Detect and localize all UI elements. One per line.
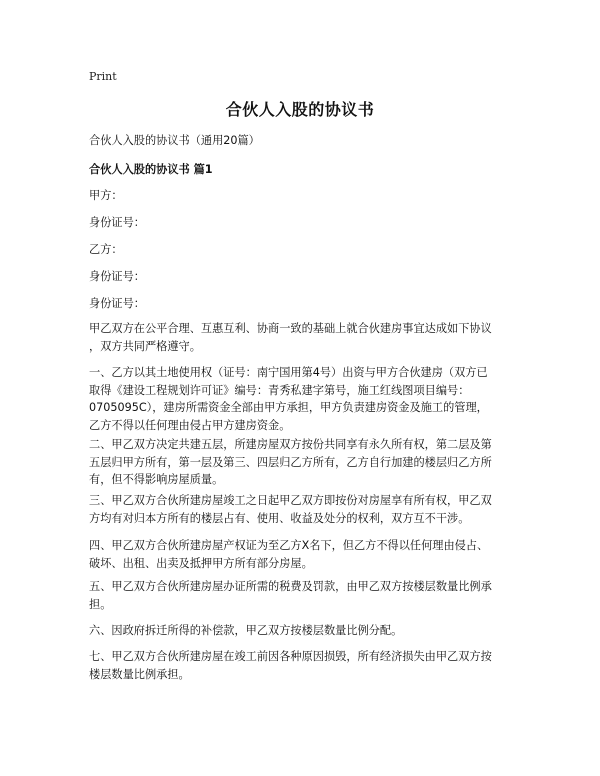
- paragraph-line: 五层归甲方所有，第一层及第三、四层归乙方所有，乙方自行加建的楼层归乙方所: [89, 455, 492, 469]
- print-label[interactable]: Print: [89, 70, 117, 83]
- document-title: 合伙人入股的协议书: [225, 100, 375, 119]
- paragraph-clause-3: [89, 492, 517, 527]
- field-party-a: 甲方：: [89, 189, 123, 202]
- paragraph-line: 有，但不得影响房屋质量。: [89, 473, 224, 486]
- paragraph-line: 0705095C），建房所需资金全部由甲方承担，甲方负责建房资金及施工的管理，: [89, 401, 488, 414]
- paragraph-line: 方均有对归本方所有的楼层占有、使用、收益及处分的权利，双方互不干涉。: [89, 511, 470, 525]
- paragraph-line: 取得《建设工程规划许可证》编号：青秀私建字第号，施工红线图项目编号：: [89, 383, 470, 397]
- section-heading: 合伙人入股的协议书 篇1: [89, 163, 213, 176]
- paragraph-line: 二、甲乙双方决定共建五层，所建房屋双方按份共同享有永久所有权，第二层及第: [89, 438, 492, 451]
- field-id-number-2: 身份证号：: [89, 270, 145, 283]
- paragraph-clause-7: [89, 648, 517, 683]
- paragraph-line: 七、甲乙双方合伙所建房屋在竣工前因各种原因损毁，所有经济损失由甲乙双方按: [89, 650, 492, 663]
- paragraph-line: 担。: [89, 597, 112, 611]
- paragraph-line: 楼层数量比例承担。: [89, 667, 190, 681]
- field-id-number-1: 身份证号：: [89, 216, 145, 229]
- paragraph-line: 乙方不得以任何理由侵占甲方建房资金。: [89, 418, 291, 432]
- paragraph-line: ，双方共同严格遵守。: [89, 339, 201, 353]
- paragraph-clause-1: [89, 364, 517, 434]
- paragraph-clause-4: [89, 537, 517, 572]
- paragraph-clause-6: [89, 622, 517, 640]
- paragraph-line: 一、乙方以其土地使用权（证号：南宁国用第4号）出资与甲方合伙建房（双方已: [89, 366, 488, 379]
- paragraph-line: 四、甲乙双方合伙所建房屋产权证为至乙方X名下，但乙方不得以任何理由侵占、: [89, 539, 489, 552]
- paragraph-clause-5: [89, 578, 517, 613]
- paragraph-intro: [89, 320, 517, 355]
- field-id-number-3: 身份证号：: [89, 297, 145, 310]
- paragraph-line: 六、因政府拆迁所得的补偿款，甲乙双方按楼层数量比例分配。: [89, 624, 403, 637]
- document-subtitle: 合伙人入股的协议书（通用20篇）: [89, 134, 260, 147]
- paragraph-line: 五、甲乙双方合伙所建房屋办证所需的税费及罚款，由甲乙双方按楼层数量比例承: [89, 580, 492, 593]
- paragraph-line: 甲乙双方在公平合理、互惠互利、协商一致的基础上就合伙建房事宜达成如下协议: [89, 322, 492, 335]
- paragraph-line: 破坏、出租、出卖及抵押甲方所有部分房屋。: [89, 556, 313, 570]
- field-party-b: 乙方：: [89, 243, 123, 256]
- paragraph-line: 三、甲乙双方合伙所建房屋竣工之日起甲乙双方即按份对房屋享有所有权，甲乙双: [89, 494, 492, 507]
- paragraph-clause-2: [89, 436, 517, 489]
